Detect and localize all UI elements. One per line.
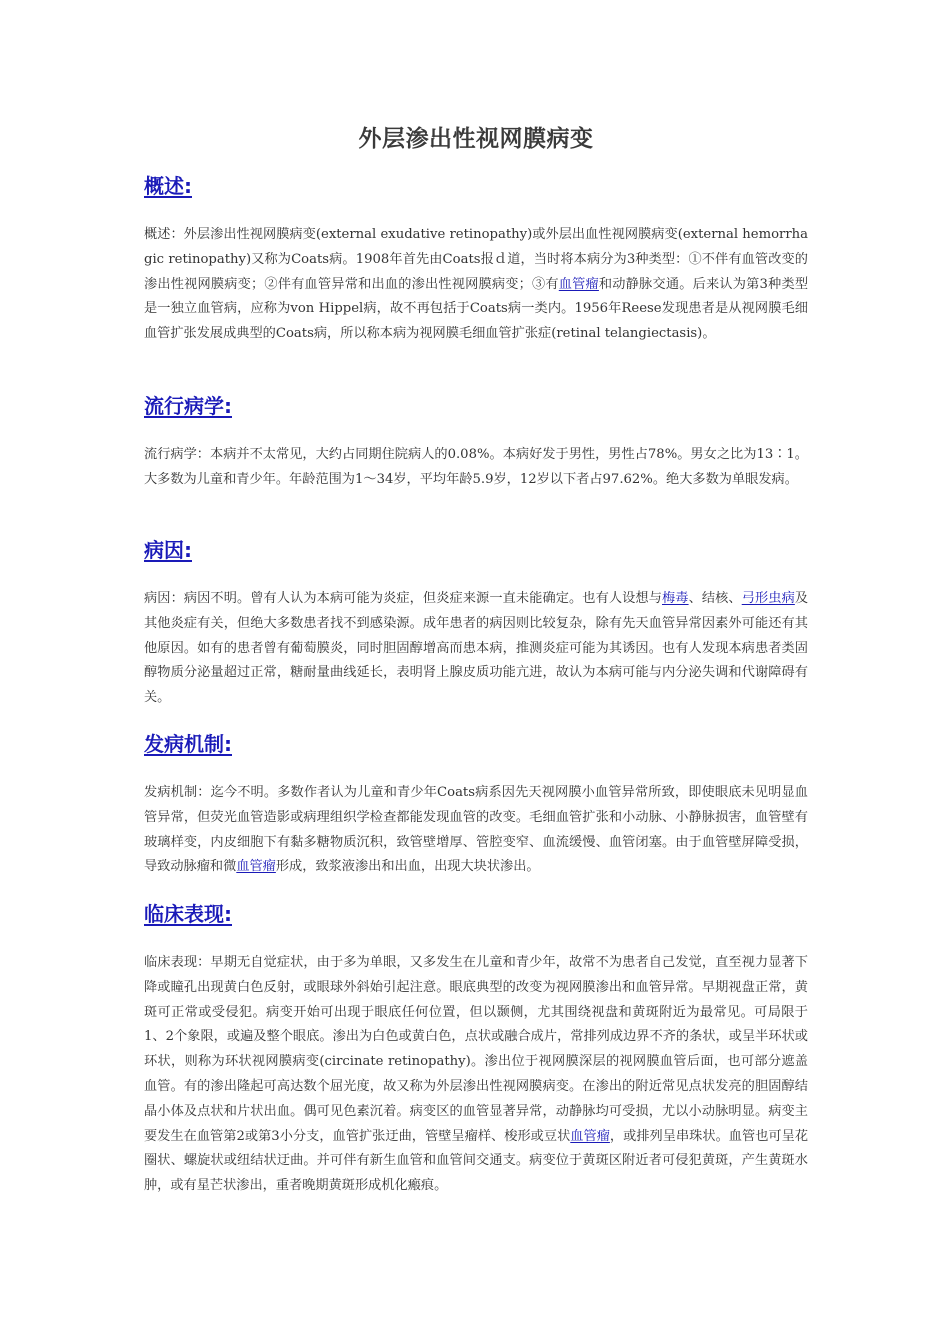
- section-paragraph: [144, 587, 808, 711]
- paragraph-text: 、结核、: [688, 591, 742, 606]
- section-heading[interactable]: 临床表现:: [144, 902, 232, 926]
- section-clinical: [144, 898, 808, 1199]
- section-overview: [144, 170, 808, 347]
- page-title: 外层渗出性视网膜病变: [358, 125, 594, 152]
- section-heading[interactable]: 概述:: [144, 174, 192, 198]
- paragraph-text: 和动静脉交通。后来认为第3种类型是一独立血管病，应称为von Hippel病，故不再包括于Coats病一类内。1956年Reese发现患者是从视网膜毛细血管扩张发展成典型的Coats病，所以称本病为视网膜毛细血管扩张症(retinal telangiectasis)。: [144, 276, 809, 342]
- inline-link[interactable]: 血管瘤: [558, 276, 599, 292]
- paragraph-text: 发病机制：迄今不明。多数作者认为儿童和青少年Coats病系因先天视网膜小血管异常所致，即使眼底未见明显血管异常，但荧光血管造影或病理组织学检查都能发现血管的改变。毛细血管扩张和小动脉、小静脉损害，血管壁有玻璃样变，内皮细胞下有黏多糖物质沉积，致管壁增厚、管腔变窄、血流缓慢、血管闭塞。由于血管壁屏障受损，导致动脉瘤和微: [144, 785, 808, 875]
- section-heading[interactable]: 发病机制:: [144, 732, 232, 756]
- section-pathogenesis: [144, 728, 808, 880]
- section-paragraph: [144, 443, 808, 493]
- section-etiology: [144, 534, 808, 711]
- paragraph-text: 临床表现：早期无自觉症状，由于多为单眼，又多发生在儿童和青少年，故常不为患者自己发觉，直至视力显著下降或瞳孔出现黄白色反射，或眼球外斜始引起注意。眼底典型的改变为视网膜渗出和血管异常。早期视盘正常，黄斑可正常或受侵犯。病变开始可出现于眼底任何位置，但以颞侧，尤其围绕视盘和黄斑附近为最常见。可局限于1、2个象限，或遍及整个眼底。渗出为白色或黄白色，点状或融合成片，常排列成边界不齐的条状，或呈半环状或环状，则称为环状视网膜病变(circinate retinopathy)。渗出位于视网膜深层的视网膜血管后面，也可部分遮盖血管。有的渗出隆起可高达数个屈光度，故又称为外层渗出性视网膜病变。在渗出的附近常见点状发亮的胆固醇结晶小体及点状和片状出血。偶可见色素沉着。病变区的血管显著异常，动静脉均可受损，尤以小动脉明显。病变主要发生在血管第2或第3小分支，血管扩张迂曲，管壁呈瘤样、梭形或豆状: [144, 955, 808, 1144]
- paragraph-text: 流行病学：本病并不太常见，大约占同期住院病人的0.08%。本病好发于男性，男性占78%。男女之比为13∶1。大多数为儿童和青少年。年龄范围为1～34岁，平均年龄5.9岁，12岁以下者占97.62%。绝大多数为单眼发病。: [144, 447, 808, 487]
- section-epidemiology: [144, 390, 808, 493]
- section-paragraph: [144, 223, 808, 347]
- paragraph-text: 概述：外层渗出性视网膜病变(external exudative retinopathy)或外层出血性视网膜病变(external hemorrhagic retinopathy)又称为Coats病。1908年首先由Coats报ｄ道，当时将本病分为3种类型：①不伴有血管改变的渗出性视网膜病变；②伴有血管异常和出血的渗出性视网膜病变；③有: [144, 227, 808, 292]
- section-heading[interactable]: 病因:: [144, 538, 192, 562]
- section-paragraph: [144, 781, 808, 880]
- section-paragraph: [144, 951, 808, 1199]
- inline-link[interactable]: 血管瘤: [236, 859, 276, 875]
- inline-link[interactable]: 弓形虫病: [741, 591, 795, 606]
- paragraph-text: ，或排列呈串珠状。血管也可呈花圈状、螺旋状或纽结状迂曲。并可伴有新生血管和血管间交通支。病变位于黄斑区附近者可侵犯黄斑，产生黄斑水肿，或有星芒状渗出，重者晚期黄斑形成机化瘢痕。: [144, 1128, 809, 1194]
- paragraph-text: 病因：病因不明。曾有人认为本病可能为炎症，但炎症来源一直未能确定。也有人设想与: [144, 591, 662, 606]
- inline-link[interactable]: 梅毒: [662, 591, 689, 606]
- inline-link[interactable]: 血管瘤: [570, 1128, 610, 1144]
- paragraph-text: 及其他炎症有关，但绝大多数患者找不到感染源。成年患者的病因则比较复杂，除有先天血管异常因素外可能还有其他原因。如有的患者曾有葡萄膜炎，同时胆固醇增高而患本病，推测炎症可能为其诱因。也有人发现本病患者类固醇物质分泌量超过正常，糖耐量曲线延长，表明肾上腺皮质功能亢进，故认为本病可能与内分泌失调和代谢障碍有关。: [144, 591, 809, 706]
- paragraph-text: 形成，致浆液渗出和出血，出现大块状渗出。: [275, 859, 540, 875]
- section-heading[interactable]: 流行病学:: [144, 394, 232, 418]
